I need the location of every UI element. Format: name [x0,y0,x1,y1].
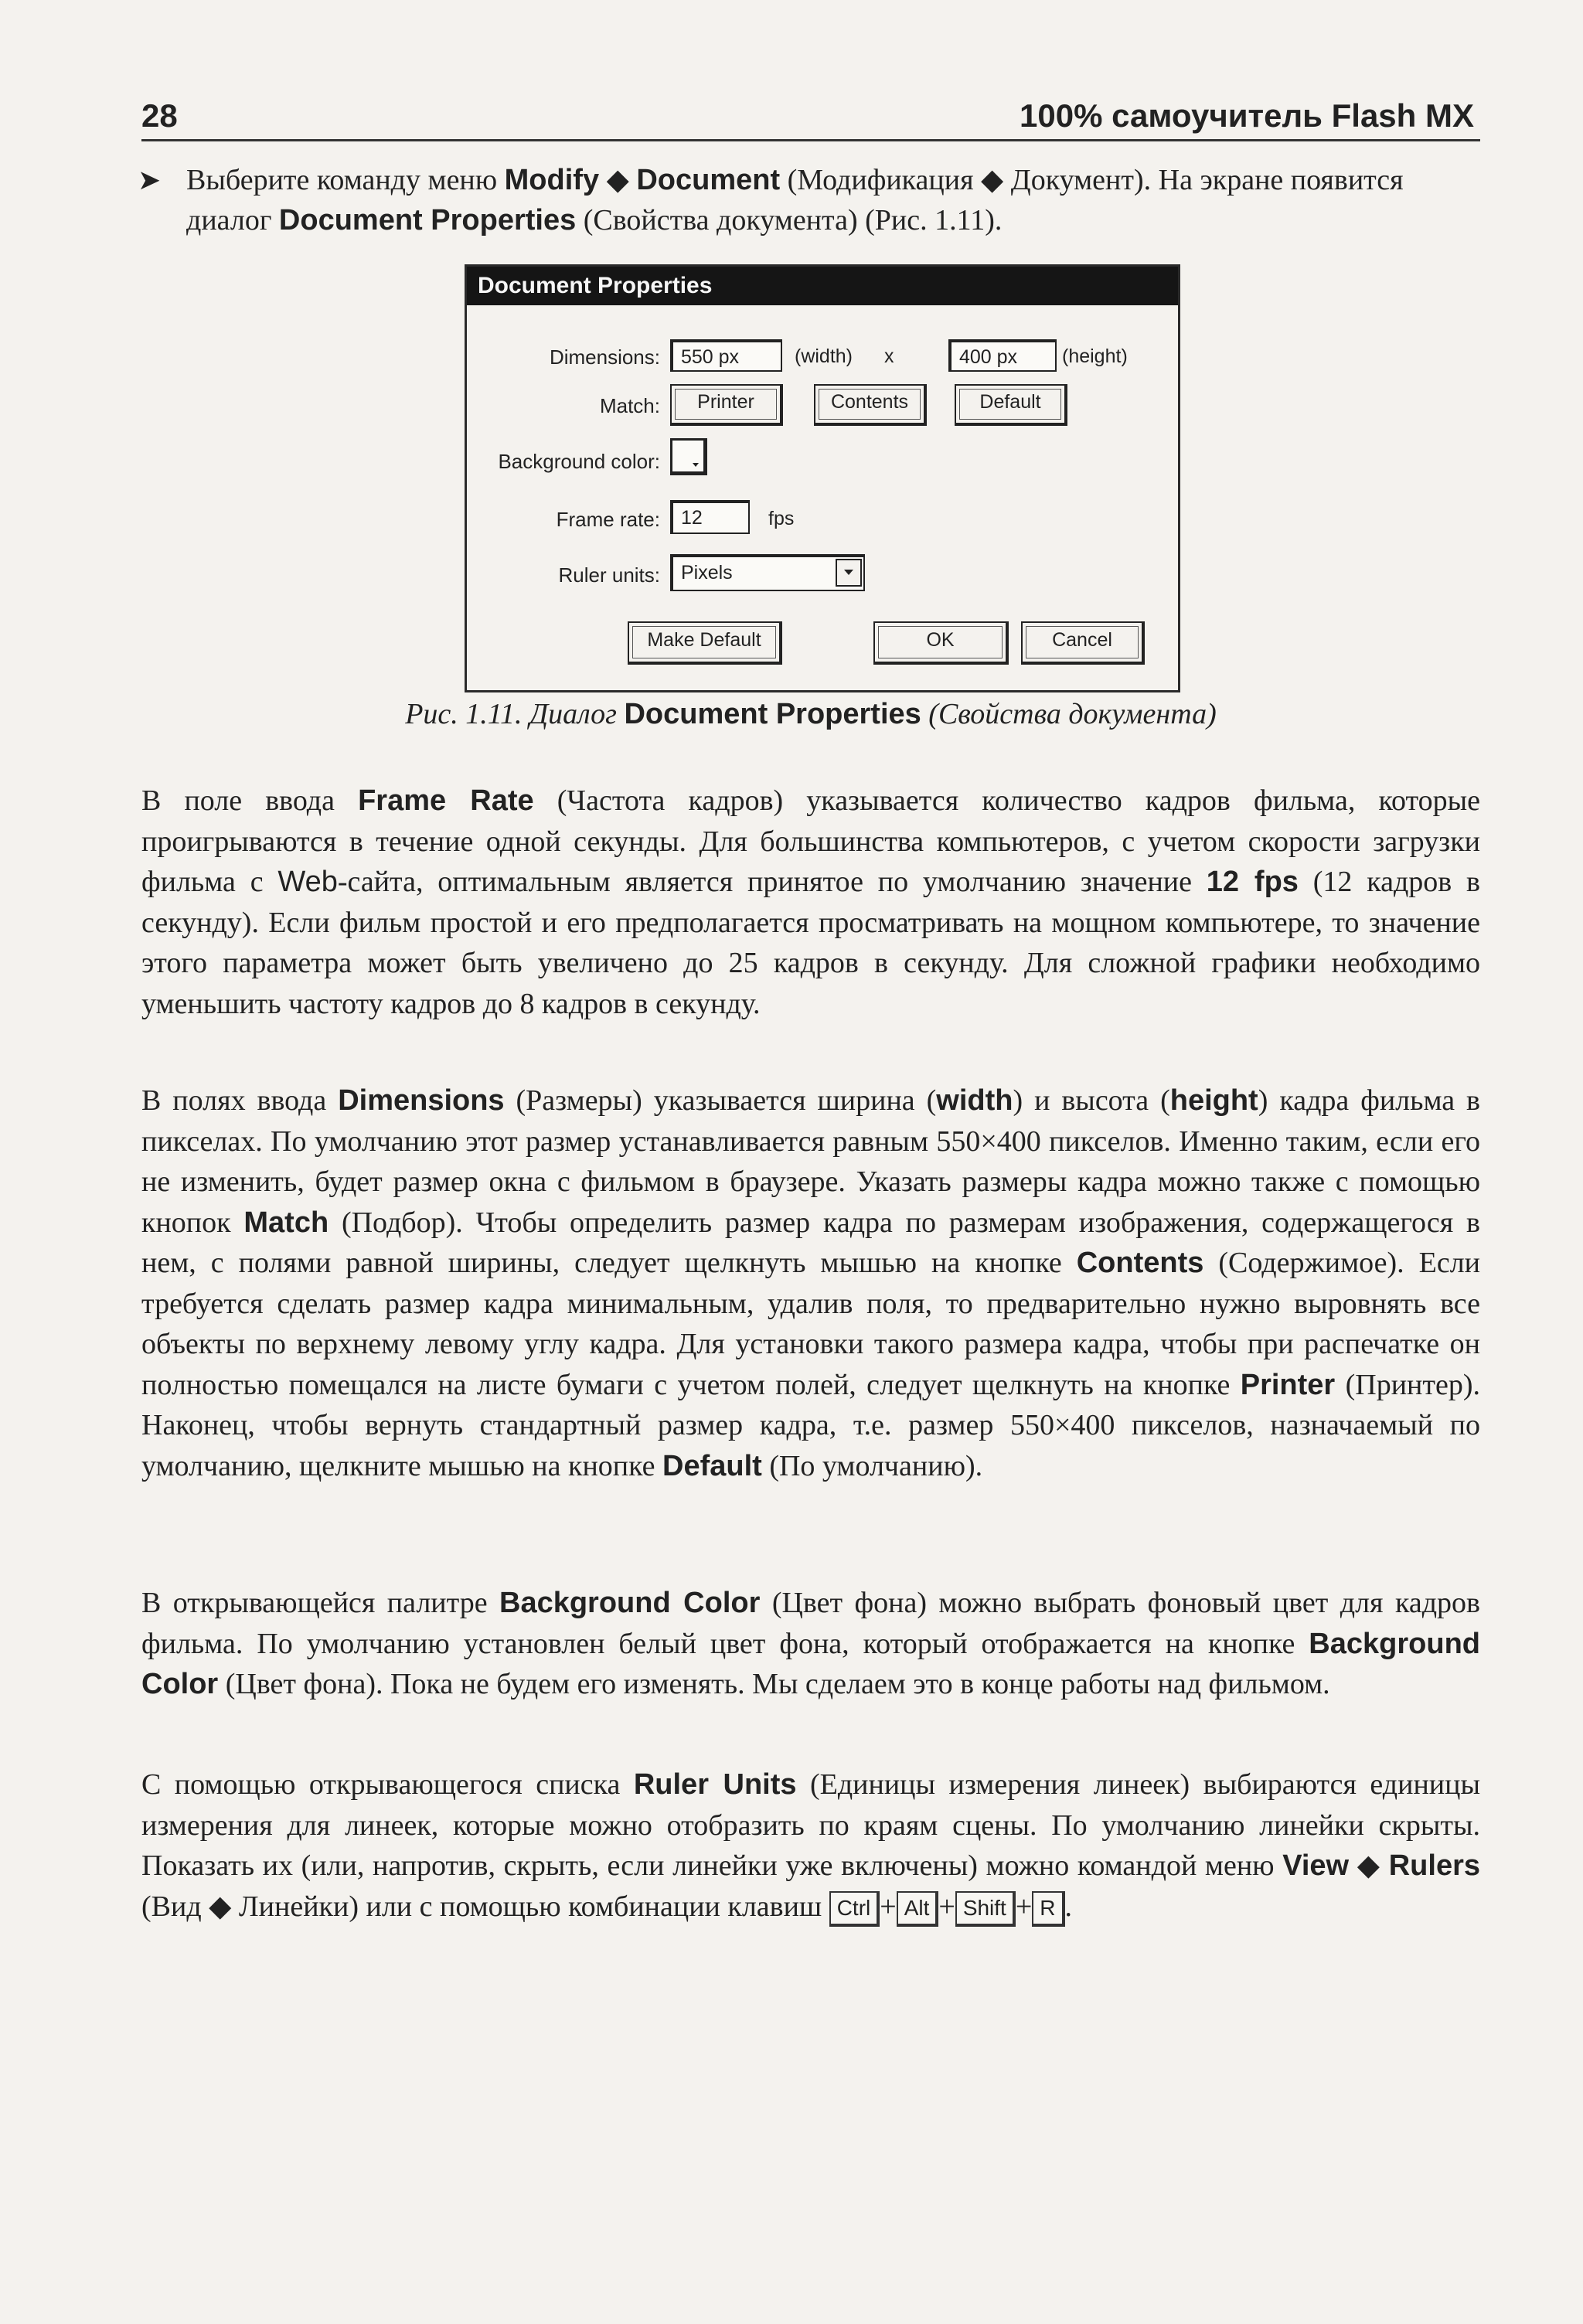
default-button[interactable]: Default [955,384,1067,426]
match-label: Match: [599,394,660,417]
paragraph-background-color: В открывающейся палитре Background Color (Цвет фона) можно выбрать фоновый цвет для кадров фильма. По умолчанию установлен белый цвет фона, который отображается на кнопке Background Color (Цвет фона). Пока не будем его изменять. Мы сделаем это в конце работы над фильмом. [141,1587,1480,1700]
frame-rate-label: Frame rate: [556,508,660,531]
paragraph-ruler-units: С помощью открывающегося списка Ruler Units (Единицы измерения линеек) выбираются единицы измерения для линеек, которые можно отобразить по краям сцены. По умолчанию линейки скрыты. Показать их (или, напротив, скрыть, если линейки уже включены) можно командой меню View ◆ Rulers (Вид ◆ Линейки) или с помощью комбинации клавиш Ctrl + Alt + Shift + R . [141,1764,1480,1927]
bullet-arrow-icon: ➤ [138,165,162,196]
contents-button[interactable]: Contents [814,384,927,426]
background-color-label: Background color: [498,450,660,473]
dialog-title: Document Properties [467,267,1178,305]
book-title: 100% самоучитель Flash MX [1020,97,1474,134]
ruler-units-label: Ruler units: [558,563,660,587]
paragraph-frame-rate: В поле ввода Frame Rate (Частота кадров) указывается количество кадров фильма, которые проигрываются в течение одной секунды. Для большинства компьютеров, с учетом скорости загрузки фильма с Web-сайта, оптимальным является принятое по умолчанию значение 12 fps (12 кадров в секунду). Если фильм простой и его предполагается просматривать на мощном компьютере, то значение этого параметра может быть увеличено до 25 кадров в секунду. Для сложной графики необходимо уменьшить частоту кадров до 8 кадров в секунду. [141,784,1480,1020]
menu-document: Document [636,164,781,196]
color-dropdown-icon [673,441,704,472]
key-ctrl: Ctrl [829,1891,880,1927]
background-color-swatch[interactable] [670,438,707,475]
document-properties-dialog [465,264,1180,692]
key-r: R [1032,1891,1064,1927]
make-default-button[interactable]: Make Default [628,621,782,665]
times-sign: x [884,345,894,367]
figure-caption: Рис. 1.11. Диалог Document Properties (Свойства документа) [405,698,1217,730]
frame-rate-input[interactable]: 12 [670,500,750,534]
page-header [141,91,1480,141]
printer-button[interactable]: Printer [670,384,783,426]
page-number: 28 [141,97,178,134]
paragraph-dimensions: В полях ввода Dimensions (Размеры) указывается ширина (width) и высота (height) кадра фильма в пикселах. По умолчанию этот размер устанавливается равным 550×400 пикселов. Именно таким, если его не изменить, будет размер окна с фильмом в браузере. Указать размеры кадра можно также с помощью кнопок Match (Подбор). Чтобы определить размер кадра по размерам изображения, содержащегося в нем, с полями равной ширины, следует щелкнуть мышью на кнопке Contents (Содержимое). Если требуется сделать размер кадра минимальным, удалив поля, то предварительно нужно выровнять все объекты по верхнему левому углу кадра. Для установки такого размера кадра, чтобы при распечатке он полностью помещался на листе бумаги с учетом полей, следует щелкнуть на кнопке Printer (Принтер). Наконец, чтобы вернуть стандартный размер кадра, т.е. размер 550×400 пикселов, назначаемый по умолчанию, щелкните мышью на кнопке Default (По умолчанию). [141,1084,1481,1482]
dialog-name: Document Properties [278,204,577,236]
width-text: (width) [795,345,853,367]
ruler-units-value: Pixels [681,562,733,584]
key-alt: Alt [897,1891,939,1927]
intro-paragraph: Выберите команду меню Modify ◆ Document (Модификация ◆ Документ). На экране появится диалог Document Properties (Свойства документа) (Рис. 1.11). [186,164,1404,236]
chevron-down-icon[interactable] [836,559,862,587]
ruler-units-select[interactable] [670,554,865,591]
dimensions-label: Dimensions: [549,345,660,369]
height-input[interactable]: 400 px [948,339,1057,372]
menu-modify: Modify [504,164,600,196]
height-text: (height) [1062,345,1128,367]
width-input[interactable]: 550 px [670,339,782,372]
key-shift: Shift [955,1891,1016,1927]
ok-button[interactable]: OK [873,621,1009,665]
fps-unit: fps [768,508,795,529]
cancel-button[interactable]: Cancel [1021,621,1145,665]
